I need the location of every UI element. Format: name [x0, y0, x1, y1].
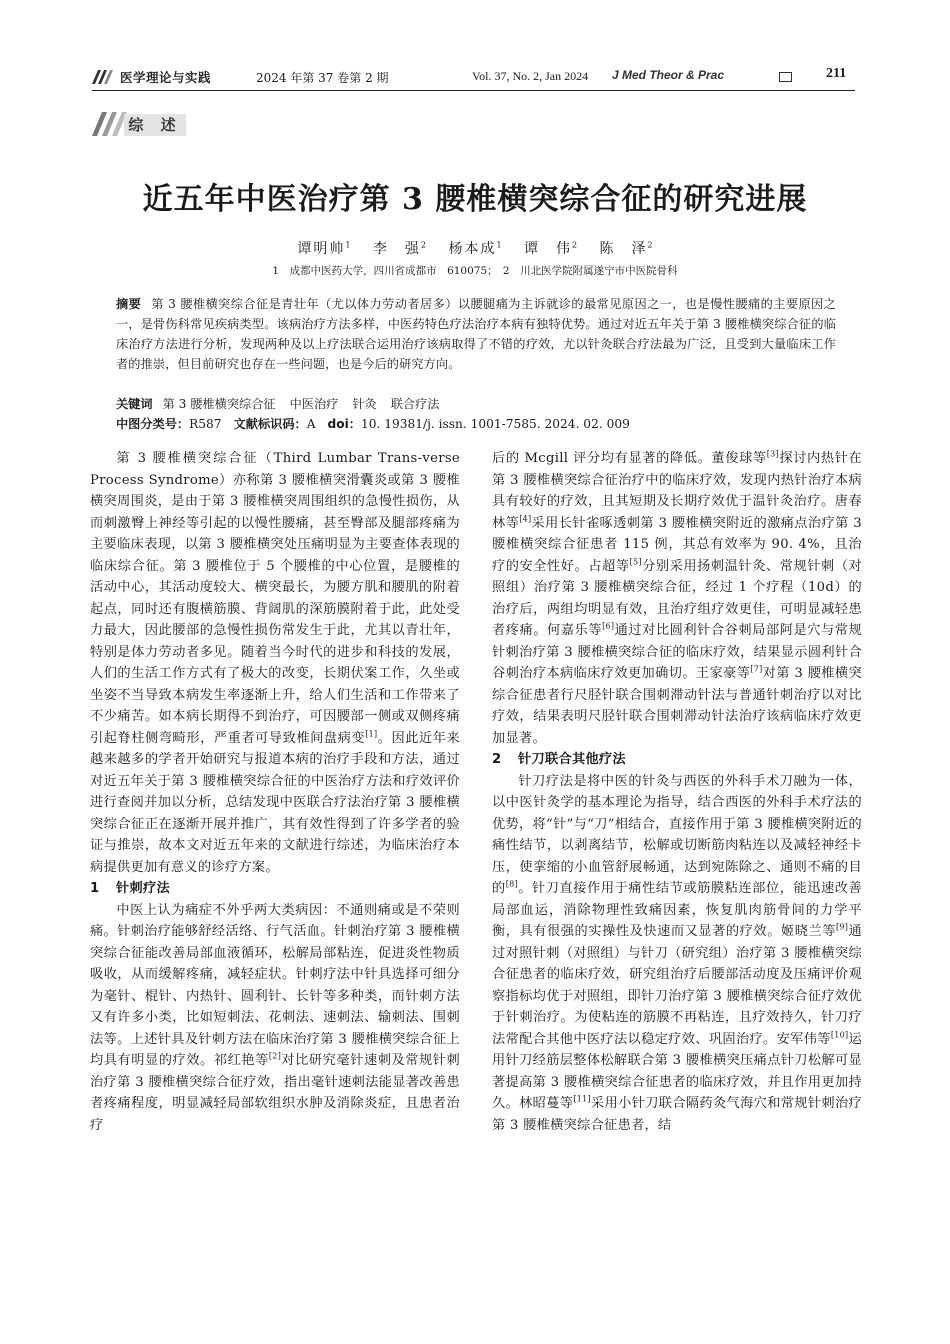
- intro-paragraph: 第 3 腰椎横突综合征（Third Lumbar Trans-verse Process Syndrome）亦称第 3 腰椎横突滑囊炎或第 3 腰椎横突周围炎，是由于第 3 腰椎横突周围组织的急慢性损伤，从而刺激臀上神经等引起的以慢性腰痛，甚至臀部及腿部疼痛为主要临床表现，以第 3 腰椎横突处压痛明显为主要查体表现的临床综合征。第 3 腰椎位于 5 个腰椎的中心位置，是腰椎的活动中心，其活动度较大、横突最长，为腰方肌和腰肌的附着起点，同时还有腹横筋膜、背阔肌的深筋膜附着于此，此处受力最大，因此腰部的急慢性损伤常发生于此，尤其以青壮年，特别是体力劳动者多见。随着当今时代的进步和科技的发展，人们的生活工作方式有了极大的改变，长期伏案工作，久坐或坐姿不当导致本病发生率逐渐上升，给人们生活和工作带来了不少痛苦。如本病长期得不到治疗，可因腰部一侧或双侧疼痛引起脊柱侧弯畸形，严重者可导致椎间盘病变[1]。因此近年来越来越多的学者开始研究与报道本病的治疗手段和方法，通过对近五年关于第 3 腰椎横突综合征的中医治疗方法和疗效评价进行查阅并加以分析，总结发现中医联合疗法治疗第 3 腰椎横突综合征正在逐渐开展并推广，其有效性得到了许多学者的验证与推崇，故本文对近五年来的文献进行综述，为临床治疗本病提供更加有意义的诊疗方案。: [90, 451, 460, 875]
- body-paragraph: 后的 Mcgill 评分均有显著的降低。董俊球等[3]探讨内热针在第 3 腰椎横突综合征治疗中的临床疗效，发现内热针治疗本病具有较好的疗效，且其短期及长期疗效优于温针灸治疗。唐春林等[4]采用长针雀啄透刺第 3 腰椎横突附近的激痛点治疗第 3 腰椎横突综合征患者 115 例，其总有效率为 90. 4%，且治疗的安全性好。占超等[5]分别采用扬刺温针灸、常规针刺（对照组）治疗第 3 腰椎横突综合征，经过 1 个疗程（10d）的治疗后，两组均明显有效，且治疗组疗效更佳，可明显减轻患者疼痛。何嘉乐等[6]通过对比圆利针合谷刺局部阿是穴与常规针刺治疗第 3 腰椎横突综合征的临床疗效，结果显示圆利针合谷刺治疗本病临床疗效更加确切。王家豪等[7]对第 3 腰椎横突综合征患者行尺胫针联合围刺滞动针法与普通针刺治疗以对比疗效，结果表明尺胫针联合围刺滞动针法治疗该病临床疗效更加显著。: [492, 449, 862, 746]
- page-number: 211: [826, 66, 847, 81]
- citation: [5]: [629, 557, 642, 567]
- citation: [8]: [505, 879, 518, 889]
- citation: [6]: [602, 621, 615, 631]
- doi-value: 10. 19381/j. issn. 1001-7585. 2024. 02. 009: [360, 417, 630, 431]
- keyword: 联合疗法: [390, 397, 440, 411]
- section-label: 综 述: [124, 114, 186, 136]
- issue-en: Vol. 37, No. 2, Jan 2024: [472, 69, 589, 83]
- citation: [7]: [750, 664, 763, 674]
- clc-label: 中图分类号：: [116, 417, 190, 431]
- right-column: [492, 448, 862, 1136]
- journal-logo-icon: [92, 70, 114, 84]
- clc-value: R587: [189, 417, 222, 431]
- abstract-text: 第 3 腰椎横突综合征是青壮年（尤以体力劳动者居多）以腰腿痛为主诉就诊的最常见原因之一，也是慢性腰痛的主要原因之一，是骨伤科常见疾病类型。该病治疗方法多样，中医药特色疗法治疗本病有独特优势。通过对近五年关于第 3 腰椎横突综合征的临床治疗方法进行分析，发现两种及以上疗法联合运用治疗该病取得了不错的疗效，尤以针灸联合疗法最为广泛，且受到大量临床工作者的推崇，但目前研究也存在一些问题，也是今后的研究方向。: [116, 297, 836, 371]
- citation: [1]: [365, 729, 378, 739]
- journal-abbreviation: J Med Theor & Prac: [612, 68, 725, 82]
- doi-label: doi：: [327, 417, 361, 431]
- section-stripes-icon: [92, 112, 128, 136]
- keyword: 中医治疗: [289, 397, 339, 411]
- body-paragraph: 针刀疗法是将中医的针灸与西医的外科手术刀融为一体，以中医针灸学的基本理论为指导，结合西医的外科手术疗法的优势，将“针”与“刀”相结合，直接作用于第 3 腰椎横突附近的痛性结节，以剥离结节，松解或切断筋肉粘连以及减轻神经卡压，使挛缩的小血管舒展畅通，达到宛陈除之、通则不痛的目的[8]。针刀直接作用于痛性结节或筋膜粘连部位，能迅速改善局部血运，消除物理性致痛因素，恢复肌肉筋骨间的力学平衡，具有很强的实操性及快速而又显著的疗效。姬晓兰等[9]通过对照针刺（对照组）与针刀（研究组）治疗第 3 腰椎横突综合征患者的临床疗效，研究组治疗后腰部活动度及压痛评价观察指标均优于对照组，即针刀治疗第 3 腰椎横突综合征疗效优于针刺治疗。为使粘连的筋膜不再粘连，且疗效持久，针刀疗法常配合其他中医疗法以稳定疗效、巩固治疗。安军伟等[10]运用针刀经筋层整体松解联合第 3 腰椎横突压痛点针刀松解可显著提高第 3 腰椎横突综合征患者的临床疗效，并且作用更加持久。林昭蔓等[11]采用小针刀联合隔药灸气海穴和常规针刺治疗第 3 腰椎横突综合征患者，结: [492, 773, 862, 1133]
- section-heading-2: 2 针刀联合其他疗法: [492, 752, 626, 767]
- body-paragraph: 中医上认为痛症不外乎两大类病因：不通则痛或是不荣则痛。针刺治疗能够舒经活络、行气活血。针刺治疗第 3 腰椎横突综合征能改善局部血液循环，松解局部粘连，促进炎性物质吸收，从而缓解疼痛，减轻症状。针刺疗法中针具选择可细分为毫针、棍针、内热针、圆利针、长针等多种类，而针刺方法又有许多小类，比如短刺法、花刺法、速刺法、输刺法、围刺法等。上述针具及针刺方法在临床治疗第 3 腰椎横突综合征上均具有明显的疗效。祁红艳等[2]对比研究毫针速刺及常规针刺治疗第 3 腰椎横突综合征疗效，指出毫针速刺法能显著改善患者疼痛程度，明显减轻局部软组织水肿及消除炎症，且患者治疗: [90, 902, 461, 1133]
- citation: [11]: [573, 1094, 591, 1104]
- citation: [4]: [519, 514, 532, 524]
- paper-title: 近五年中医治疗第 3 腰椎横突综合征的研究进展: [142, 182, 808, 217]
- doc-code-label: 文献标识码：: [233, 417, 307, 431]
- header-box-icon: [779, 72, 792, 82]
- abstract: [116, 294, 836, 374]
- author: 谭明帅$^1$: [297, 240, 351, 257]
- citation: [9]: [836, 922, 849, 932]
- keyword: 针灸: [352, 397, 377, 411]
- doc-code-value: A: [306, 417, 316, 431]
- author: 谭 伟$^2$: [524, 240, 578, 257]
- author: 陈 泽$^2$: [599, 240, 653, 257]
- keywords: [116, 394, 836, 414]
- affiliations: 1 成都中医药大学，四川省成都市 610075； 2 川北医学院附属遂宁市中医院骨科: [272, 265, 678, 277]
- left-column: [90, 448, 460, 1136]
- author: 李 强$^2$: [372, 240, 426, 257]
- author-list: [200, 238, 750, 258]
- header-rule: [92, 90, 855, 91]
- keywords-label: 关键词: [116, 397, 153, 411]
- journal-name: 医学理论与实践: [120, 70, 212, 85]
- classification-line: [116, 414, 836, 434]
- abstract-label: 摘要: [116, 297, 142, 311]
- author: 杨本成$^1$: [448, 240, 502, 257]
- citation: [3]: [766, 449, 779, 459]
- issue-cn: 2024 年第 37 卷第 2 期: [256, 71, 389, 85]
- section-heading-1: 1 针刺疗法: [90, 881, 170, 896]
- citation: [10]: [830, 1030, 849, 1040]
- keyword: 第 3 腰椎横突综合征: [162, 397, 276, 411]
- citation: [2]: [268, 1051, 282, 1061]
